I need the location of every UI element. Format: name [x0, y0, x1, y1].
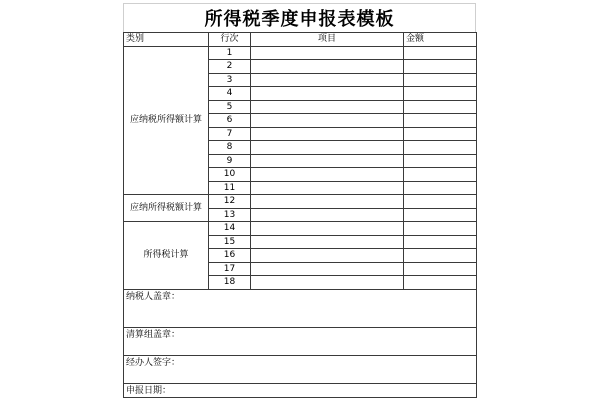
item-cell[interactable]	[251, 181, 404, 195]
amount-cell[interactable]	[404, 100, 477, 114]
amount-cell[interactable]	[404, 276, 477, 290]
row-number-cell: 16	[209, 249, 251, 263]
item-cell[interactable]	[251, 60, 404, 74]
row-number-cell: 9	[209, 154, 251, 168]
table-row	[124, 195, 477, 209]
amount-cell[interactable]	[404, 222, 477, 236]
item-cell[interactable]	[251, 195, 404, 209]
item-cell[interactable]	[251, 73, 404, 87]
header-amount: 金额	[404, 33, 477, 47]
report-date-label[interactable]: 申报日期：	[124, 383, 477, 397]
amount-cell[interactable]	[404, 181, 477, 195]
item-cell[interactable]	[251, 249, 404, 263]
row-number-cell: 11	[209, 181, 251, 195]
item-cell[interactable]	[251, 127, 404, 141]
category-cell: 应纳所得税额计算	[124, 195, 209, 222]
row-number-cell: 18	[209, 276, 251, 290]
item-cell[interactable]	[251, 276, 404, 290]
item-cell[interactable]	[251, 154, 404, 168]
footer-row-taxpayer-seal	[124, 289, 477, 327]
tax-form-sheet	[123, 0, 476, 400]
footer-row-handler-sign	[124, 355, 477, 383]
amount-cell[interactable]	[404, 87, 477, 101]
footer-row-liquidation-seal	[124, 327, 477, 355]
amount-cell[interactable]	[404, 73, 477, 87]
title-box	[123, 3, 476, 32]
header-category: 类别	[124, 33, 209, 47]
handler-sign-label[interactable]: 经办人签字：	[124, 355, 477, 383]
amount-cell[interactable]	[404, 235, 477, 249]
row-number-cell: 3	[209, 73, 251, 87]
row-number-cell: 4	[209, 87, 251, 101]
taxpayer-seal-label[interactable]: 纳税人盖章：	[124, 289, 477, 327]
row-number-cell: 12	[209, 195, 251, 209]
item-cell[interactable]	[251, 222, 404, 236]
row-number-cell: 17	[209, 262, 251, 276]
row-number-cell: 6	[209, 114, 251, 128]
amount-cell[interactable]	[404, 249, 477, 263]
row-number-cell: 13	[209, 208, 251, 222]
row-number-cell: 8	[209, 141, 251, 155]
declaration-table	[123, 32, 477, 398]
table-row	[124, 46, 477, 60]
item-cell[interactable]	[251, 100, 404, 114]
footer-row-report-date	[124, 383, 477, 397]
item-cell[interactable]	[251, 235, 404, 249]
amount-cell[interactable]	[404, 60, 477, 74]
item-cell[interactable]	[251, 46, 404, 60]
table-row	[124, 222, 477, 236]
amount-cell[interactable]	[404, 168, 477, 182]
item-cell[interactable]	[251, 87, 404, 101]
amount-cell[interactable]	[404, 195, 477, 209]
item-cell[interactable]	[251, 168, 404, 182]
table-header-row	[124, 33, 477, 47]
row-number-cell: 7	[209, 127, 251, 141]
item-cell[interactable]	[251, 141, 404, 155]
category-cell: 所得税计算	[124, 222, 209, 290]
category-cell: 应纳税所得额计算	[124, 46, 209, 195]
row-number-cell: 2	[209, 60, 251, 74]
item-cell[interactable]	[251, 262, 404, 276]
liquidation-seal-label[interactable]: 清算组盖章：	[124, 327, 477, 355]
row-number-cell: 14	[209, 222, 251, 236]
amount-cell[interactable]	[404, 208, 477, 222]
page-title: 所得税季度申报表模板	[204, 9, 395, 30]
amount-cell[interactable]	[404, 262, 477, 276]
row-number-cell: 10	[209, 168, 251, 182]
amount-cell[interactable]	[404, 154, 477, 168]
row-number-cell: 15	[209, 235, 251, 249]
row-number-cell: 5	[209, 100, 251, 114]
item-cell[interactable]	[251, 208, 404, 222]
amount-cell[interactable]	[404, 141, 477, 155]
amount-cell[interactable]	[404, 46, 477, 60]
amount-cell[interactable]	[404, 127, 477, 141]
row-number-cell: 1	[209, 46, 251, 60]
header-item: 项目	[251, 33, 404, 47]
item-cell[interactable]	[251, 114, 404, 128]
header-row-no: 行次	[209, 33, 251, 47]
amount-cell[interactable]	[404, 114, 477, 128]
